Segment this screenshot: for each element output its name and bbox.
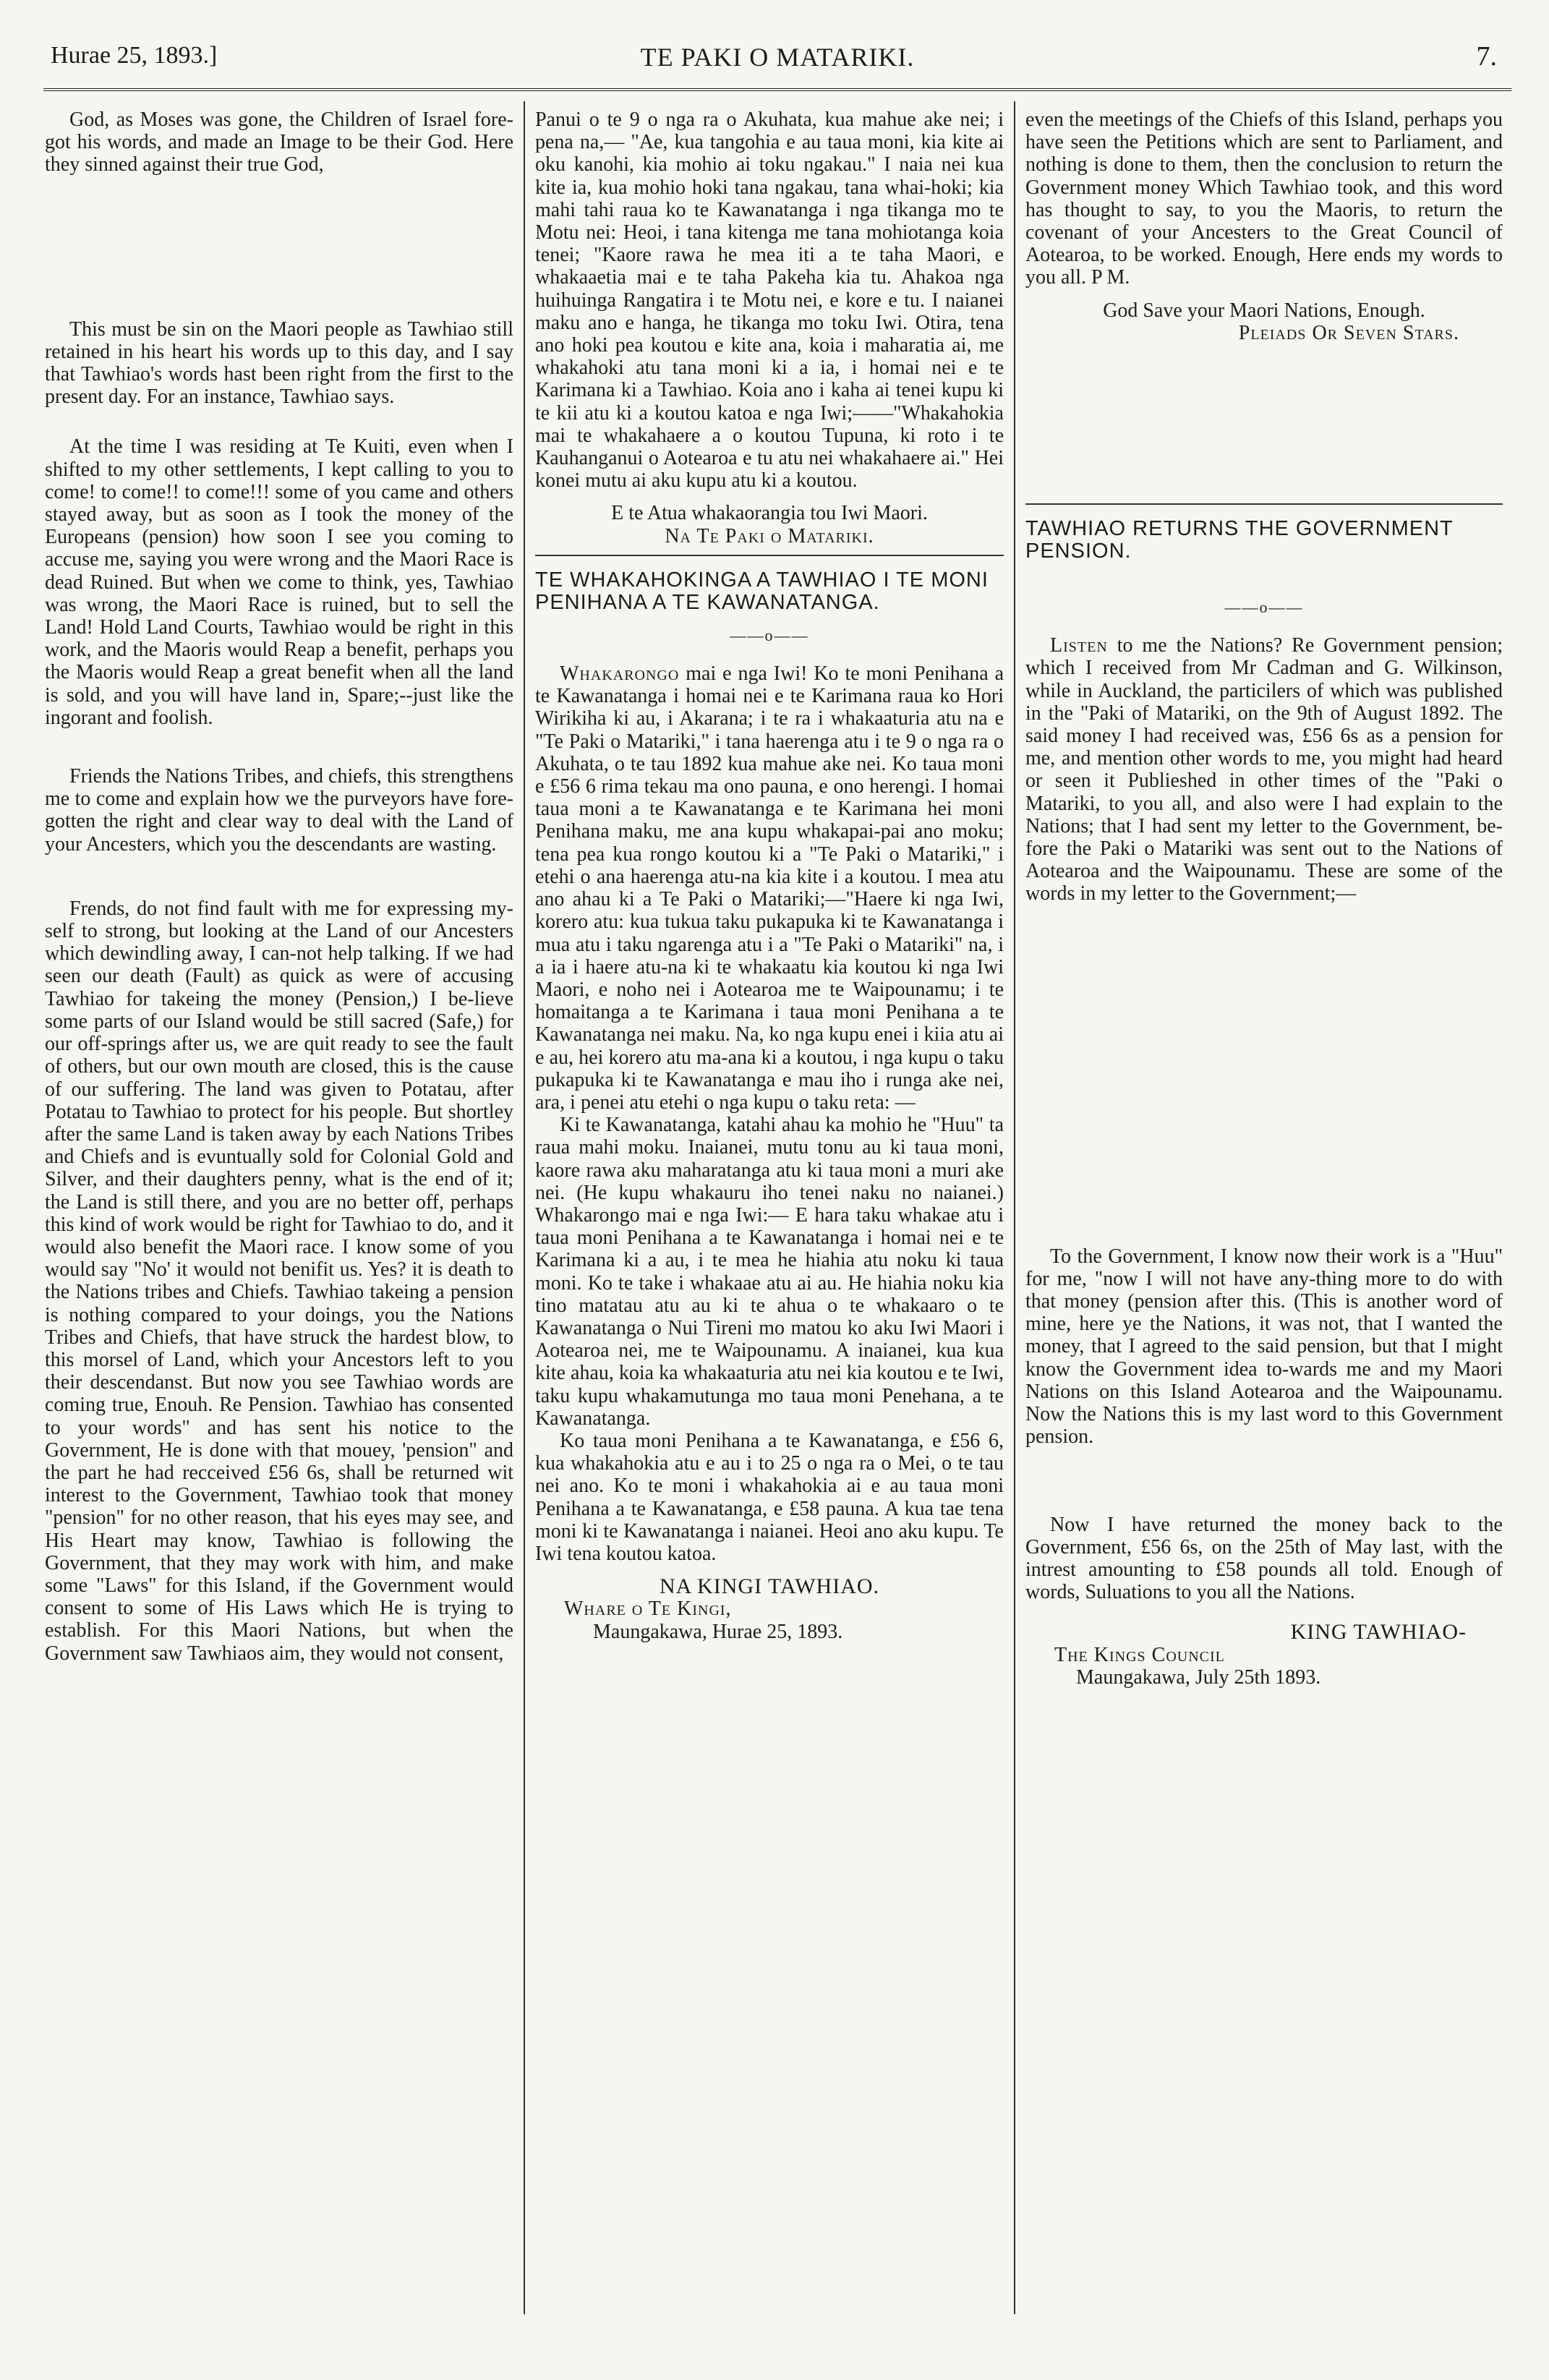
paragraph-body: mai e nga Iwi! Ko te moni Penihana a te Kawanatanga i homai nei e te Karimana raua ko Hori Wirikiha ki au, i Akarana; i te ra i whakaaturia atu na e "Te Paki o Matariki," i tana haerenga atu i te 9 o nga ra o Akuhata, o te tau 1892 kua mahue ake nei. Ko taua moni e £56 6 rima tekau ma ono pauna, e ono herengi. I homai taua moni a te Kawanatanga e te Karimana hei moni Penihana maku, me ana kupu whakapai-pai ano moku; tena pea kua rongo koutou ki a "Te Paki o Matariki," i etehi o ana haerenga atu-na kia kite i a koutou. I mea atu ano ahau ki a Te Paki o Matariki;—"Haere ki nga Iwi, korero atu: kua tukua taku pukapuka ki te Kawanatanga i mua atu i taku ngarenga atu i a "Te Paki o Matariki" na, i a ia i haere atu-na ki te whakaatu kia koutou ki nga Iwi Maori, e noho nei i Aotearoa me te Waipounamu; i te homaitanga a te Karimana i taua moni Penihana a te Kawanatanga nei maku. Na, ko nga kupu enei i kiia atu ai e au, hei korero atu ma-ana ki a koutou, i nga kupu o taku pukapuka ki te Kawanatanga e mau iho i runga ake nei, ara, i penei atu etehi o nga kupu o taku reta: — [535, 662, 1004, 1114]
article-paragraph: This must be sin on the Maori people as Tawhiao still retained in his heart his words up to this day, and I say that Tawhiao's words hast been right from the first to the present day. For an instance, Tawhiao says. [45, 317, 513, 409]
column-3 [1025, 108, 1503, 2350]
article-paragraph: To the Government, I know now their work is a "Huu" for me, "now I will not have any-thing more to do with that money (pension after this. (This is another word of mine, here ye the Nations, it was not, that I wanted the money, that I agreed to the said pension, but that I might know the Government idea to-wards me and my Maori Nations on this Island Aotearoa and the Waipounamu. Now the Nations this is my last word to this Government pension. [1025, 1245, 1503, 1449]
paragraph-body: to me the Nations? Re Government pension; which I received from Mr Cadman and G. Wilkinson, while in Auckland, the particilers of which was published in the "Paki of Matariki, on the 9th of August 1892. The said money I had received was, £56 6s as a pension for me, and mention other words to me, you might had heard or seen it Publieshed in other times of the "Paki o Matariki, to you all, and also were I had explain to the Nations; that I had sent my letter to the Government, be-fore the Paki o Matariki was sent out to the Nations of Aotearoa and the Waipounamu. These are some of the words in my letter to the Government;— [1025, 634, 1503, 905]
article-paragraph: At the time I was residing at Te Kuiti, even when I shifted to my other settlements, I kept calling to you to come! to come!! to come!!! some of you came and others stayed away, but as soon as I took the money of the Europeans (pension) how soon I see you coming to accuse me, saying you were wrong and the Maori Race is dead Ruined. But when we come to think, yes, Tawhiao was wrong, the Maori Race is ruined, but to sell the Land! Hold Land Courts, Tawhiao would be right in this work, and the Maoris would Reap a benefit, perhaps you the Maoris would Reap a great benefit when all the land is sold, and you will have land in, Spare;--just like the ingorant and foolish. [45, 435, 513, 729]
article-paragraph: Ki te Kawanatanga, katahi ahau ka mohio he "Huu" ta raua mahi moku. Inaianei, mutu tonu au ki taua moni, kaore rawa aku maharatanga atu ki taua moni a muri ake nei. (He kupu whakauru iho tenei naku no naianei.) Whakarongo mai e nga Iwi:— E hara taku whakae atu i taua moni Penihana a te Kawanatanga i homai nei e te Karimana ki a au, i te mea he hiahia atu noku ki taua moni. Ko te take i whakaae atu ai au. He hiahia noku kia tino matatau atu au ki te ahua o te whakaaro o te Kawanatanga o Nui Tireni mo matou ko aku Iwi Maori i Aotearoa nei, me te Waipounamu. A inaianei, kua kua kite ahau, koia ka whakaaturia atu nei kia koutou e te Iwi, taku kupu whakamutunga mo taua moni Penehana, a te Kawanatanga. [535, 1114, 1004, 1430]
closing-signature: Pleiads Or Seven Stars. [1238, 321, 1459, 344]
article-paragraph [1025, 634, 1503, 905]
separator: ——o—— [1224, 598, 1304, 617]
article-paragraph: Friends the Nations Tribes, and chiefs, this strengthens me to come and explain how we the purveyors have fore-gotten the right and clear way to deal with the Land of your Ancesters, which you the descendants are wasting. [45, 765, 513, 856]
column-2 [535, 108, 1004, 2350]
column-1 [45, 108, 513, 2350]
page-header [43, 29, 1511, 80]
newspaper-title: TE PAKI O MATARIKI. [640, 43, 915, 72]
closing-line: God Save your Maori Nations, Enough. [1103, 299, 1425, 322]
article-paragraph: Panui o te 9 o nga ra o Akuhata, kua mahue ake nei; i pena na,— "Ae, kua tangohia e au taua moni, kia kite ai oku kanohi, kia mohio ai toku ngakau." I naia nei kua kite ia, kua mohio hoki tana ngakau, tana whai-hoki; kia mahi tahi raua ko te Kawanatanga i nga tikanga mo te Motu nei: Heoi, i tana kitenga me tana mohiotanga koia tenei; "Kaore rawa he mea iti a te taha Maori, e whakaaetia mai e te taha Pakeha kia tu. Ahakoa nga huihuinga Rangatira i te Motu nei, e kore e tu. I naianei maku ano e hanga, he tikanga mo toku Iwi. Otira, tena ano hoki pea koutou e kite ana, koia i maharatia ai, me whakahoki atu tana moni ki a ia, i homai nei e te Karimana ki a Tawhiao. Koia ano i kaha ai tenei kupu ki te kii atu ki a koutou katoa e nga Iwi;——"Whakahokia mai te whakahaere a o koutou Tupuna, ki roto i te Kauhanganui o Aotearoa e tu atu nei whakahaere ai." Hei konei mutu ai aku kupu atu ki a koutou. [535, 108, 1004, 492]
signature: KING TAWHIAO- [1290, 1620, 1467, 1645]
signature: NA KINGI TAWHIAO. [659, 1574, 880, 1599]
article-paragraph: God, as Moses was gone, the Children of Israel fore-got his words, and made an Image to be their God. Here they sinned against their true God, [45, 108, 513, 176]
column-divider [1014, 101, 1015, 2314]
signature-address: The Kings Council [1054, 1643, 1225, 1666]
header-rule [43, 88, 1511, 91]
signature-address: Whare o Te Kingi, [564, 1598, 732, 1621]
article-paragraph: Frends, do not find fault with me for expressing my-self to strong, but looking at the Land of our Ancesters which dewindling away, I can-not help talking. If we had seen our death (Fault) as quick as were of accusing Tawhiao for takeing the money (Pension,) I be-lieve some parts of our Island would be still sacred (Safe,) for our off-springs after us, we are quit ready to see the fault of others, but our own mouth are closed, this is the cause of our suffering. The land was given to Potatau, after Potatau to Tawhiao to protect for his people. But shortley after the same Land is taken away by each Nations Tribes and Chiefs and is evuntually sold for Colonial Gold and Silver, and their daughters penny, what is the end of it; the Land is still there, and you are no better off, perhaps this kind of work would be right for Tawhiao to do, and it would also benefit the Maori race. I know some of you would say "No' it would not benifit us. Yes? it is death to the Nations tribes and Chiefs. Tawhiao takeing a pension is nothing compared to your doings, you the Nations Tribes and Chiefs, that have struck the hardest blow, to this morsel of Land, which your Ancestors left to you their descendanst. But now you see Tawhiao words are coming true, Enouh. Re Pension. Tawhiao has consented to your words" and has sent his notice to the Government, He is done with that mouey, 'pension" and the part he had recceived £56 6s, shall be returned wit interest to the Government, Tawhiao took that money "pension" for no other reason, that his eyes may see, and His Heart may know, Tawhiao is following the Government, that they may work with him, and make some "Laws" for this Island, if the Government would consent to some of His Laws which He is trying to establish. For this Maori Nations, but when the Government saw Tawhiaos aim, they would not consent, [45, 897, 513, 1665]
closing-line: E te Atua whakaorangia tou Iwi Maori. [611, 502, 928, 525]
signature-place-date: Maungakawa, July 25th 1893. [1076, 1665, 1321, 1689]
lead-word: Whakarongo [560, 662, 680, 686]
lead-word: Listen [1050, 634, 1108, 657]
signature-place-date: Maungakawa, Hurae 25, 1893. [593, 1620, 843, 1643]
article-headline: TE WHAKAHOKINGA A TAWHIAO I TE MONI PENIHANA A TE KAWANATANGA. [535, 568, 989, 614]
column-divider [524, 101, 525, 2314]
closing-signature: Na Te Paki o Matariki. [665, 524, 874, 547]
article-paragraph [535, 662, 1004, 1114]
article-headline: TAWHIAO RETURNS THE GOVERNMENT PENSION. [1025, 517, 1454, 563]
separator: ——o—— [730, 626, 809, 644]
page-number: 7. [1476, 41, 1497, 72]
article-paragraph: even the meetings of the Chiefs of this Island, perhaps you have seen the Petitions which are sent to Parliament, and nothing is done to them, then the conclusion to return the Government money Which Tawhiao took, and this word has thought to say, to you the Maoris, to return the covenant of your Ancesters to the Great Council of Aotearoa, to be worked. Enough, Here ends my words to you all. P M. [1025, 108, 1503, 289]
article-paragraph: Ko taua moni Penihana a te Kawanatanga, e £56 6, kua whakahokia atu e au i to 25 o nga ra o Mei, o te tau nei ano. Ko te moni i whakahokia ai e au taua moni Penihana a te Kawanatanga, e £58 pauna. A kua tae tena moni ki te Kawanatanga i naianei. Heoi ano aku kupu. Te Iwi tena koutou katoa. [535, 1429, 1004, 1565]
article-paragraph: Now I have returned the money back to the Government, £56 6s, on the 25th of May last, with the intrest amounting to £58 pounds all told. Enough of words, Suluations to you all the Nations. [1025, 1513, 1503, 1604]
issue-date: Hurae 25, 1893.] [51, 42, 218, 69]
